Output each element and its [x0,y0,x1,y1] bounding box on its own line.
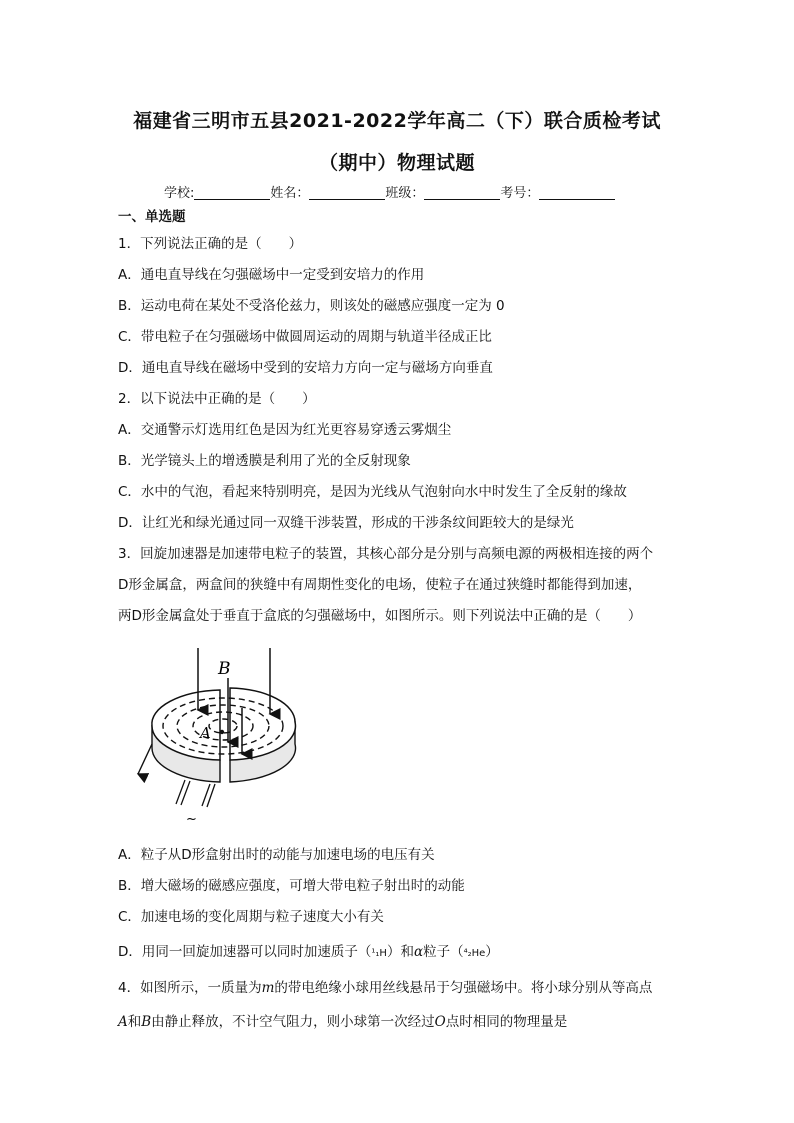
q4-stem-line-2 [118,1010,567,1030]
q1-option-d: D．通电直导线在磁场中受到的安培力方向一定与磁场方向垂直 [118,360,493,376]
section-heading: 一、单选题 [118,209,186,225]
q4-point-b: B [141,1014,152,1030]
q4-mass-symbol: m [261,980,275,996]
school-blank[interactable] [194,185,270,200]
title-line-2: （期中）物理试题 [318,152,475,174]
q2-stem: 2．以下说法中正确的是（ ） [118,391,316,407]
school-label: 学校: [164,186,195,201]
proton-symbol: ¹₁H [371,948,387,959]
q2-option-b: B．光学镜头上的增透膜是利用了光的全反射现象 [118,453,411,469]
student-info-row [164,182,615,201]
q3-stem-line-1: 3．回旋加速器是加速带电粒子的装置，其核心部分是分别与高频电源的两极相连接的两个 [118,546,654,562]
q1-option-a: A．通电直导线在匀强磁场中一定受到安培力的作用 [118,267,425,283]
class-label: 班级： [385,186,425,201]
q3-stem-line-2: D形金属盒，两盒间的狭缝中有周期性变化的电场，使粒子在通过狭缝时都能得到加速， [118,577,642,593]
cyclotron-figure [130,648,300,833]
q4-stem-line-1 [118,976,652,996]
q1-option-b: B．运动电荷在某处不受洛伦兹力，则该处的磁感应强度一定为 0 [118,298,505,314]
label-a: A [200,724,211,742]
q3-option-a: A．粒子从D形盒射出时的动能与加速电场的电压有关 [118,847,435,863]
helium-symbol: ⁴₂He [463,948,486,959]
exam-no-blank[interactable] [539,185,615,200]
exam-no-label: 考号： [500,186,540,201]
q4-point-o: O [434,1014,446,1030]
q3-option-c: C．加速电场的变化周期与粒子速度大小有关 [118,909,384,925]
cyclotron-diagram [130,648,300,833]
q4-l1-post: 的带电绝缘小球用丝线悬吊于匀强磁场中。将小球分别从等高点 [274,980,653,996]
ac-leads [176,780,215,807]
q1-stem: 1．下列说法正确的是（ ） [118,236,303,252]
q4-l2-post: 点时相同的物理量是 [445,1014,568,1030]
class-blank[interactable] [424,185,500,200]
q3-d-pre: D．用同一回旋加速器可以同时加速质子（ [118,944,372,960]
exit-arrow [138,744,152,774]
q4-l2-mid: 由静止释放，不计空气阻力，则小球第一次经过 [151,1014,435,1030]
q2-option-a: A．交通警示灯选用红色是因为红光更容易穿透云雾烟尘 [118,422,452,438]
q3-d-mid2: 粒子（ [423,944,464,960]
name-label: 姓名： [270,186,310,201]
q1-option-c: C．带电粒子在匀强磁场中做圆周运动的周期与轨道半径成正比 [118,329,492,345]
title-line-1: 福建省三明市五县2021-2022学年高二（下）联合质检考试 [133,110,661,132]
q3-option-d [118,940,499,960]
q3-stem-line-3: 两D形金属盒处于垂直于盒底的匀强磁场中，如图所示。则下列说法中正确的是（ ） [118,608,642,624]
alpha-symbol: α [413,944,424,960]
q3-option-b: B．增大磁场的磁感应强度，可增大带电粒子射出时的动能 [118,878,465,894]
q3-d-post: ） [485,944,499,960]
q3-d-mid: ）和 [386,944,414,960]
center-point [220,730,224,734]
q2-option-c: C．水中的气泡，看起来特别明亮，是因为光线从气泡射向水中时发生了全反射的缘故 [118,484,627,500]
q4-point-a: A [118,1014,128,1030]
ac-symbol: ~ [186,812,197,827]
name-blank[interactable] [309,185,385,200]
q4-and: 和 [127,1014,142,1030]
q4-l1-pre: 4．如图所示，一质量为 [118,980,262,996]
q2-option-d: D．让红光和绿光通过同一双缝干涉装置，形成的干涉条纹间距较大的是绿光 [118,515,574,531]
label-b: B [218,659,231,679]
